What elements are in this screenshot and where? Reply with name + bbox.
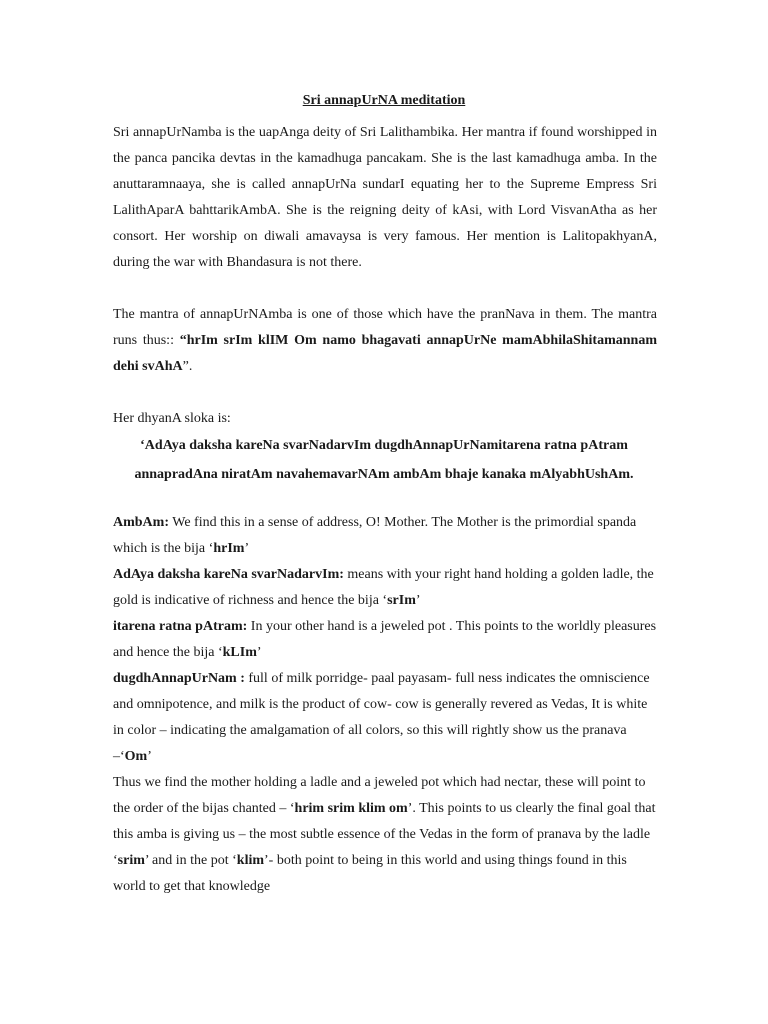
note-dugdha [113,666,657,770]
note-ambam [113,510,657,562]
note-end: ’ [415,593,421,608]
note-bija: kLIm [222,645,257,660]
conclusion-text: ’- both point to being in this world and using things found in this world to get that knowledge [113,853,627,894]
note-text: We find this in a sense of address, O! Mother. The Mother is the primordial spanda which is the bija ‘ [113,515,637,556]
mantra-paragraph [113,302,657,380]
intro-paragraph: Sri annapUrNamba is the uapAnga deity of Sri Lalithambika. Her mantra if found worshipped in the panca pancika devtas in the kamadhuga pancakam. She is the last kamadhuga amba. In the anuttaramnaaya, she is called annapUrNa sundarI equating her to the Supreme Empress Sri LalithAparA bahttarikAmbA. She is the reigning deity of kAsi, with Lord VisvanAtha as her consort. Her worship on diwali amavaysa is very famous. Her mention is LalitopakhyanA, during the war with Bhandasura is not there. [113,125,657,270]
conclusion-klim: klim [236,853,265,868]
mantra-text: “hrIm srIm klIM Om namo bhagavati annapUrNe mamAbhilaShitamannam dehi svAhA [113,333,657,374]
conclusion-bijas: hrim srim klim om [294,801,408,816]
note-term: dugdhAnnapUrNam : [113,671,245,686]
note-text: full of milk porridge- paal payasam- full ness indicates the omniscience and omnipotence, and milk is the product of cow- cow is generally revered as Vedas, It is white in color – indicating the amalgamation of all colors, so this will rightly show us the pranava –‘ [113,671,650,764]
sloka-commentary [113,510,657,900]
conclusion-text: ’. This points to us clearly the final goal that this amba is giving us – the most subtle essence of the Vedas in the form of pranava by the ladle ‘ [113,801,656,868]
note-text: means with your right hand holding a golden ladle, the gold is indicative of richness and hence the bija ‘ [113,567,654,608]
mantra-tail: ”. [182,359,193,374]
note-itarena [113,614,657,666]
note-adaya [113,562,657,614]
conclusion-srim: srim [117,853,145,868]
note-term: AmbAm: [113,515,169,530]
note-end: ’ [244,541,250,556]
conclusion-text: Thus we find the mother holding a ladle and a jeweled pot which had nectar, these will point to the order of the bijas chanted – ‘ [113,775,646,816]
note-text: In your other hand is a jeweled pot . This points to the worldly pleasures and hence the bija ‘ [113,619,657,660]
conclusion-paragraph [113,770,657,900]
mantra-lead: The mantra of annapUrNAmba is one of those which have the pranNava in them. The mantra runs thus:: [113,307,657,348]
note-term: AdAya daksha kareNa svarNadarvIm: [113,567,344,582]
dhyana-sloka: ‘AdAya daksha kareNa svarNadarvIm dugdhAnnapUrNamitarena ratna pAtram annapradAna niratAm navahemavarNAm ambAm bhaje kanaka mAlyabhUshAm. [134,438,634,482]
note-bija: hrIm [213,541,245,556]
conclusion-text: ’ and in the pot ‘ [144,853,237,868]
note-term: itarena ratna pAtram: [113,619,248,634]
note-bija: srIm [387,593,416,608]
note-end: ’ [147,749,152,764]
note-bija: Om [124,749,148,764]
note-end: ’ [256,645,262,660]
page-title: Sri annapUrNA meditation [302,93,466,108]
dhyana-label: Her dhyanA sloka is: [113,411,231,426]
